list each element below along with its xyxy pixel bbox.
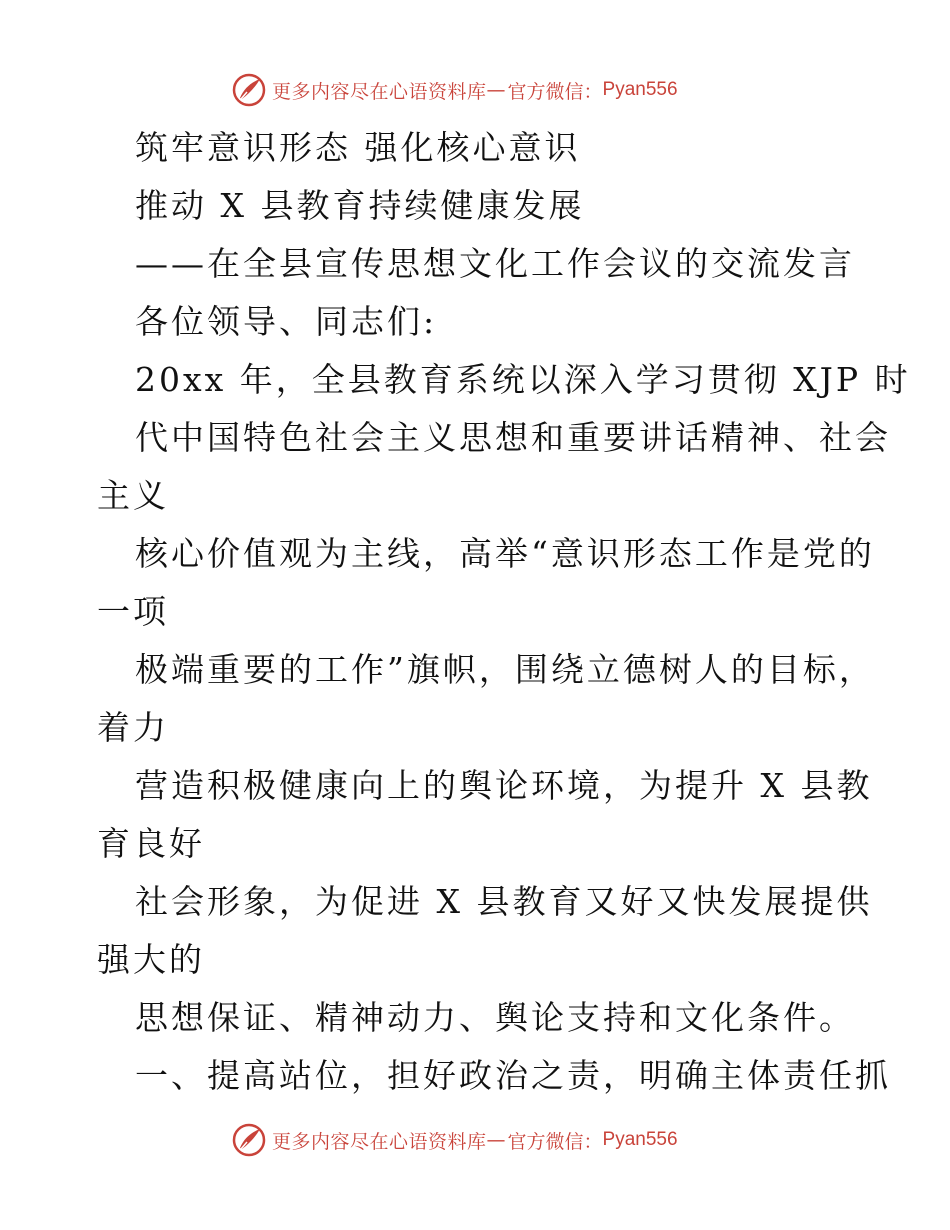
watermark-separator: — bbox=[486, 79, 506, 101]
body-line: 营造积极健康向上的舆论环境，为提升 X 县教 bbox=[135, 766, 873, 805]
salutation: 各位领导、同志们: bbox=[135, 302, 438, 341]
watermark-label: 官方微信： bbox=[507, 80, 603, 103]
body-line: 核心价值观为主线，高举“意识形态工作是党的 bbox=[135, 534, 875, 573]
watermark-label: 官方微信： bbox=[507, 1130, 603, 1153]
body-line: 社会形象，为促进 X 县教育又好又快发展提供 bbox=[135, 882, 873, 921]
watermark-brand: 更多内容尽在心语资料库 bbox=[272, 80, 487, 103]
body-line: 思想保证、精神动力、舆论支持和文化条件。 bbox=[135, 998, 855, 1037]
body-line: 一、提高站位，担好政治之责，明确主体责任抓 bbox=[135, 1056, 891, 1095]
watermark-brand: 更多内容尽在心语资料库 bbox=[272, 1130, 487, 1153]
quill-pen-logo-icon bbox=[232, 73, 266, 107]
body-line: 代中国特色社会主义思想和重要讲话精神、社会 bbox=[135, 418, 891, 457]
body-line: 着力 bbox=[97, 708, 169, 747]
body-line: 强大的 bbox=[97, 940, 205, 979]
header-watermark bbox=[232, 72, 678, 108]
document-subtitle: ——在全县宣传思想文化工作会议的交流发言 bbox=[135, 244, 855, 283]
body-line: 20xx 年，全县教育系统以深入学习贯彻 XJP 时 bbox=[135, 360, 911, 399]
watermark-id: Pyan556 bbox=[602, 79, 678, 100]
document-title-line1: 筑牢意识形态 强化核心意识 bbox=[135, 128, 581, 167]
footer-watermark bbox=[232, 1122, 678, 1158]
body-line: 育良好 bbox=[97, 824, 205, 863]
watermark-id: Pyan556 bbox=[602, 1129, 678, 1150]
watermark-separator: — bbox=[486, 1129, 506, 1151]
document-title-line2: 推动 X 县教育持续健康发展 bbox=[135, 186, 585, 225]
body-line: 主义 bbox=[97, 476, 169, 515]
quill-pen-logo-icon bbox=[232, 1123, 266, 1157]
body-line: 一项 bbox=[97, 592, 169, 631]
body-line: 极端重要的工作”旗帜，围绕立德树人的目标， bbox=[135, 650, 875, 689]
